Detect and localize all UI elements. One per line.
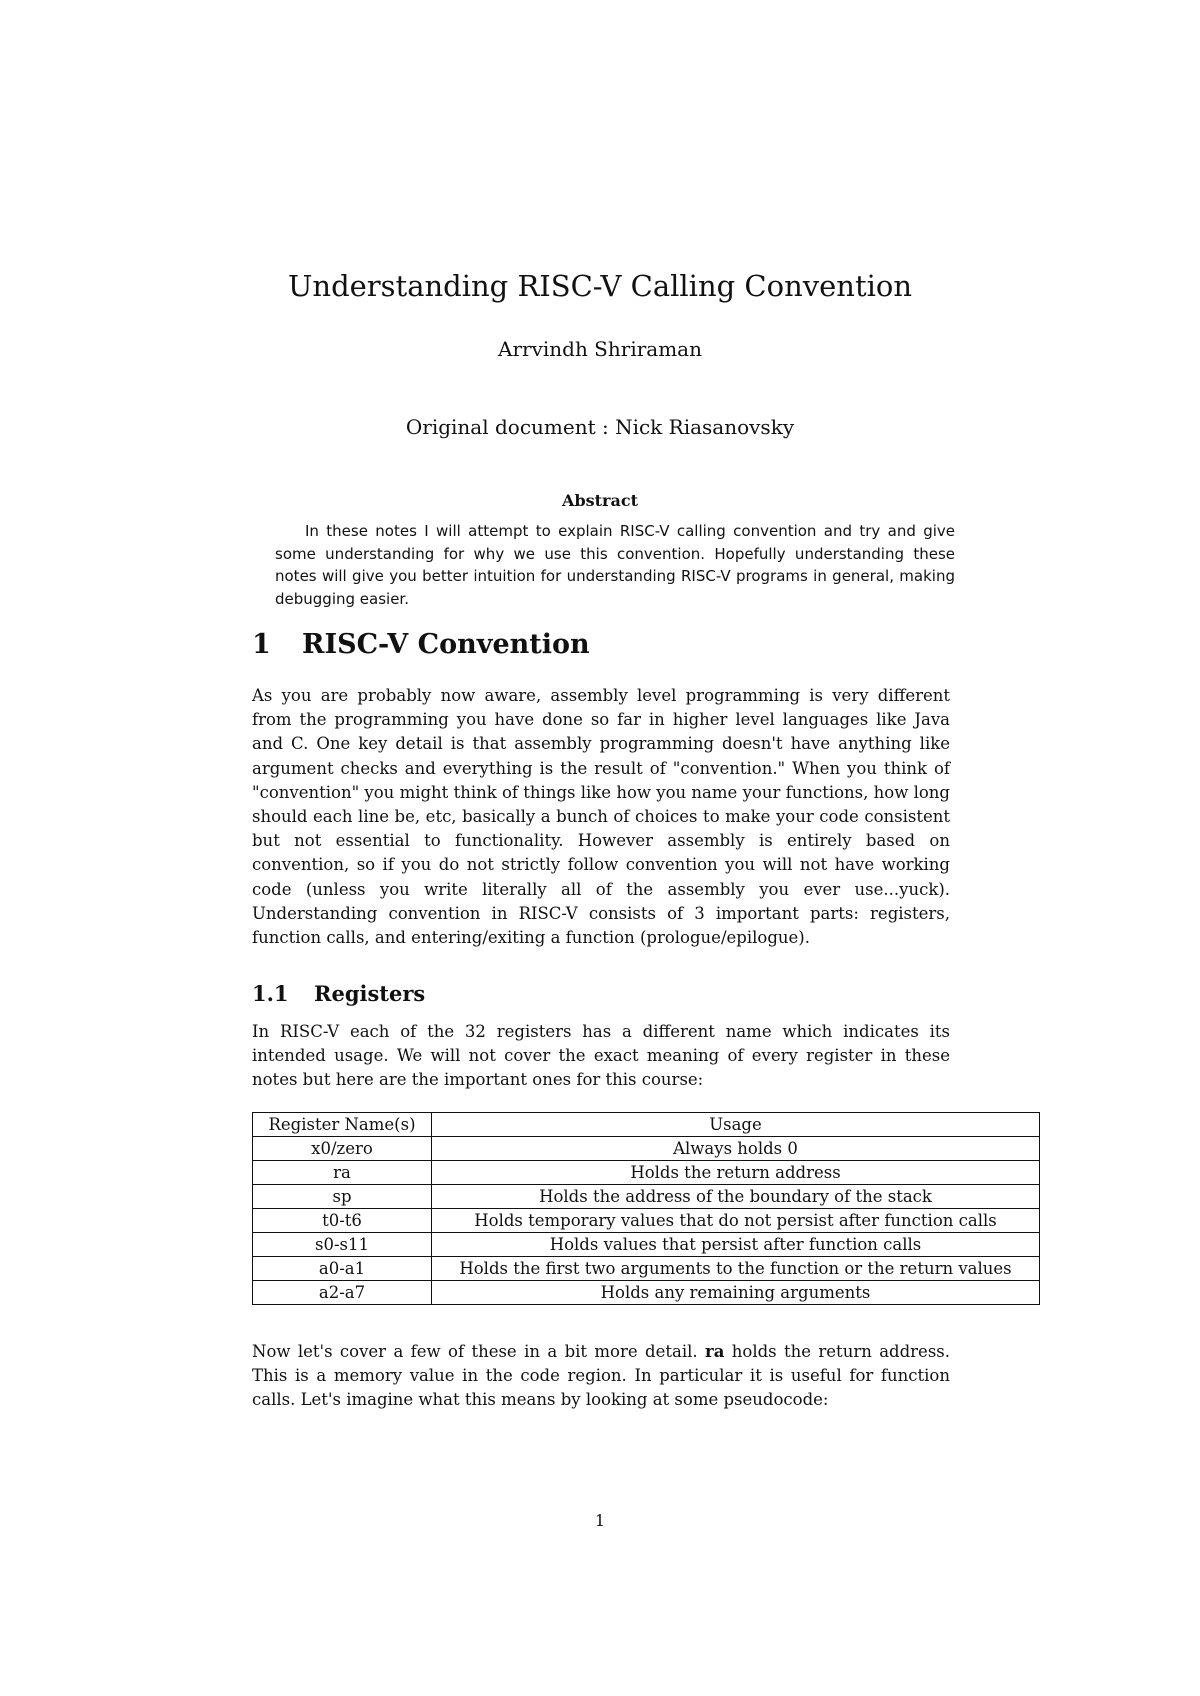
section-1-heading (252, 628, 590, 662)
section-1-title: RISC-V Convention (302, 629, 590, 660)
register-usage-cell: Holds any remaining arguments (432, 1281, 1040, 1305)
section-1-paragraph: As you are probably now aware, assembly level programming is very different from the programming you have done so far in higher level languages like Java and C. One key detail is that assembly programming doesn't have anything like argument checks and everything is the result of "convention." When you think of "convention" you might think of things like how you name your functions, how long should each line be, etc, basically a bunch of choices to make your code consistent but not essential to functionality. However assembly is entirely based on convention, so if you do not strictly follow convention you will not have working code (unless you write literally all of the assembly you ever use...yuck). Understanding convention in RISC-V consists of 3 important parts: registers, function calls, and entering/exiting a function (prologue/epilogue). (252, 686, 950, 948)
original-credit: Original document : Nick Riasanovsky (405, 415, 795, 439)
table-header-usage: Usage (432, 1113, 1040, 1137)
register-name-cell: sp (253, 1185, 432, 1209)
section-1-1-number: 1.1 (252, 981, 289, 1006)
paragraph-text-before: Now let's cover a few of these in a bit more detail. (252, 1342, 705, 1361)
abstract-text: In these notes I will attempt to explain RISC-V calling convention and try and give some understanding for why we use this convention. Hopefully understanding these notes will give you better intuition for understanding RISC-V programs in general, making debugging easier. (275, 522, 955, 608)
table-header-register: Register Name(s) (253, 1113, 432, 1137)
table-header-row (253, 1113, 1040, 1137)
table-row (253, 1281, 1040, 1305)
register-name-cell: t0-t6 (253, 1209, 432, 1233)
table-row (253, 1257, 1040, 1281)
register-name-cell: x0/zero (253, 1137, 432, 1161)
paragraph-return-address (252, 1340, 950, 1413)
register-name-cell: s0-s11 (253, 1233, 432, 1257)
register-usage-cell: Holds the first two arguments to the function or the return values (432, 1257, 1040, 1281)
table-row (253, 1161, 1040, 1185)
register-usage-cell: Holds the return address (432, 1161, 1040, 1185)
abstract-heading: Abstract (562, 491, 638, 510)
table-row (253, 1137, 1040, 1161)
paragraph-text-after: holds the return address. This is a memory value in the code region. In particular it is useful for function calls. Let's imagine what this means by looking at some pseudocode: (252, 1342, 951, 1410)
table-row (253, 1185, 1040, 1209)
table-row (253, 1233, 1040, 1257)
register-table (252, 1112, 1040, 1305)
register-usage-cell: Holds values that persist after function calls (432, 1233, 1040, 1257)
register-name-cell: ra (253, 1161, 432, 1185)
paper-title: Understanding RISC-V Calling Convention (287, 269, 913, 303)
register-name-cell: a2-a7 (253, 1281, 432, 1305)
register-usage-cell: Holds temporary values that do not persist after function calls (432, 1209, 1040, 1233)
section-1-1-heading (252, 980, 425, 1008)
register-usage-cell: Always holds 0 (432, 1137, 1040, 1161)
ra-keyword: ra (705, 1342, 725, 1361)
section-1-1-title: Registers (314, 981, 426, 1006)
section-1-1-paragraph: In RISC-V each of the 32 registers has a different name which indicates its intended usage. We will not cover the exact meaning of every register in these notes but here are the important ones for this course: (252, 1022, 950, 1090)
section-1-number: 1 (252, 629, 271, 660)
register-usage-cell: Holds the address of the boundary of the stack (432, 1185, 1040, 1209)
table-row (253, 1209, 1040, 1233)
page-number: 1 (594, 1511, 606, 1530)
register-name-cell: a0-a1 (253, 1257, 432, 1281)
author-name: Arrvindh Shriraman (498, 337, 702, 361)
